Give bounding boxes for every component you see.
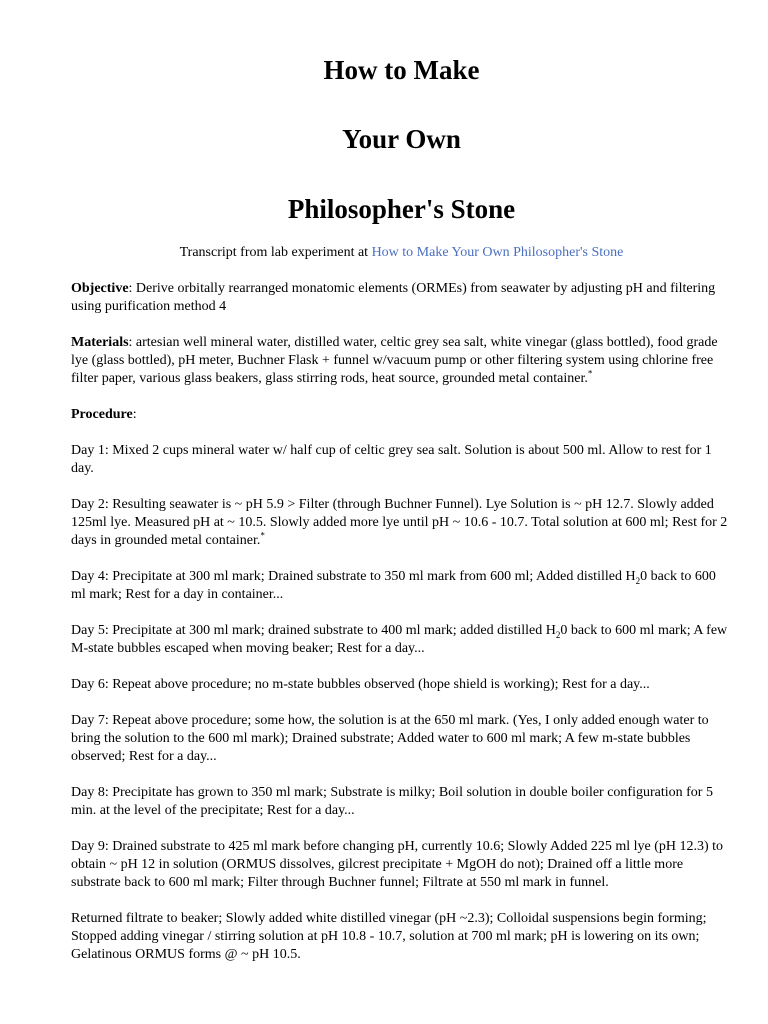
- materials-text: : artesian well mineral water, distilled water, celtic grey sea salt, white vinegar (glass bottled), food grade lye (glass bottled), pH meter, Buchner Flask + funnel w/vacuum pump or other filtering system using chlorine free filter paper, various glass beakers, glass stirring rods, heat source, grounded metal container.: [71, 335, 718, 386]
- procedure-colon: :: [132, 407, 137, 422]
- materials-footnote-mark: *: [587, 368, 593, 379]
- title-line-2: Your Own: [342, 124, 461, 154]
- day-7-paragraph: Day 7: Repeat above procedure; some how, the solution is at the 650 ml mark. (Yes, I only added enough water to bring the solution to the 600 ml mark); Drained substrate; Added water to 600 ml mark; A few m-state bubbles observed; Rest for a day...: [71, 713, 709, 764]
- day-4-subscript: 2: [635, 575, 641, 586]
- day-4-text-b: 0 back to 600 ml mark; Rest for a day in container...: [71, 569, 716, 602]
- procedure-heading: [71, 406, 732, 424]
- day-6-paragraph: Day 6: Repeat above procedure; no m-state bubbles observed (hope shield is working); Rest for a day...: [71, 677, 650, 692]
- day-5-text-a: Day 5: Precipitate at 300 ml mark; drained substrate to 400 ml mark; added distilled H: [71, 623, 556, 638]
- returned-filtrate-paragraph: Returned filtrate to beaker; Slowly added white distilled vinegar (pH ~2.3); Colloidal suspensions begin forming; Stopped adding vinegar / stirring solution at pH 10.8 - 10.7, solution at 700 ml mark; pH is lowering on its own; Gelatinous ORMUS forms @ ~ pH 10.5.: [71, 911, 707, 962]
- objective-paragraph: [71, 280, 732, 316]
- day-5-subscript: 2: [555, 629, 561, 640]
- day-2-text: Day 2: Resulting seawater is ~ pH 5.9 > Filter (through Buchner Funnel). Lye Solution is ~ pH 12.7. Slowly added 125ml lye. Measured pH at ~ 10.5. Slowly added more lye until pH ~ 10.6 - 10.7. Total solution at 600 ml; Rest for 2 days in grounded metal container.: [71, 497, 728, 548]
- day-4-text-a: Day 4: Precipitate at 300 ml mark; Drained substrate to 350 ml mark from 600 ml; Added distilled H: [71, 569, 636, 584]
- day-5-paragraph: [71, 622, 732, 658]
- subtitle-prefix: Transcript from lab experiment at: [179, 245, 372, 260]
- objective-label: Objective: [71, 281, 129, 296]
- source-link[interactable]: How to Make Your Own Philosopher's Stone: [371, 245, 624, 260]
- title-line-3: Philosopher's Stone: [287, 194, 516, 224]
- materials-paragraph: [71, 334, 732, 388]
- procedure-label: Procedure: [71, 407, 133, 422]
- objective-text: : Derive orbitally rearranged monatomic elements (ORMEs) from seawater by adjusting pH and filtering using purification method 4: [71, 281, 716, 314]
- materials-label: Materials: [71, 335, 129, 350]
- day-5-text-b: 0 back to 600 ml mark; A few M-state bubbles escaped when moving beaker; Rest for a day...: [71, 623, 728, 656]
- day-2-footnote-mark: *: [260, 530, 265, 541]
- day-2-paragraph: [71, 496, 732, 550]
- day-9-paragraph: Day 9: Drained substrate to 425 ml mark before changing pH, currently 10.6; Slowly Added 225 ml lye (pH 12.3) to obtain ~ pH 12 in solution (ORMUS dissolves, gilcrest precipitate + MgOH do not); Drained off a little more substrate back to 600 ml mark; Filter through Buchner funnel; Filtrate at 550 ml mark in funnel.: [71, 839, 724, 890]
- title-line-1: How to Make: [323, 55, 480, 85]
- day-4-paragraph: [71, 568, 732, 604]
- subtitle: [71, 244, 732, 262]
- day-1-paragraph: Day 1: Mixed 2 cups mineral water w/ half cup of celtic grey sea salt. Solution is about 500 ml. Allow to rest for 1 day.: [71, 443, 712, 476]
- day-8-paragraph: Day 8: Precipitate has grown to 350 ml mark; Substrate is milky; Boil solution in double boiler configuration for 5 min. at the level of the precipitate; Rest for a day...: [71, 785, 713, 818]
